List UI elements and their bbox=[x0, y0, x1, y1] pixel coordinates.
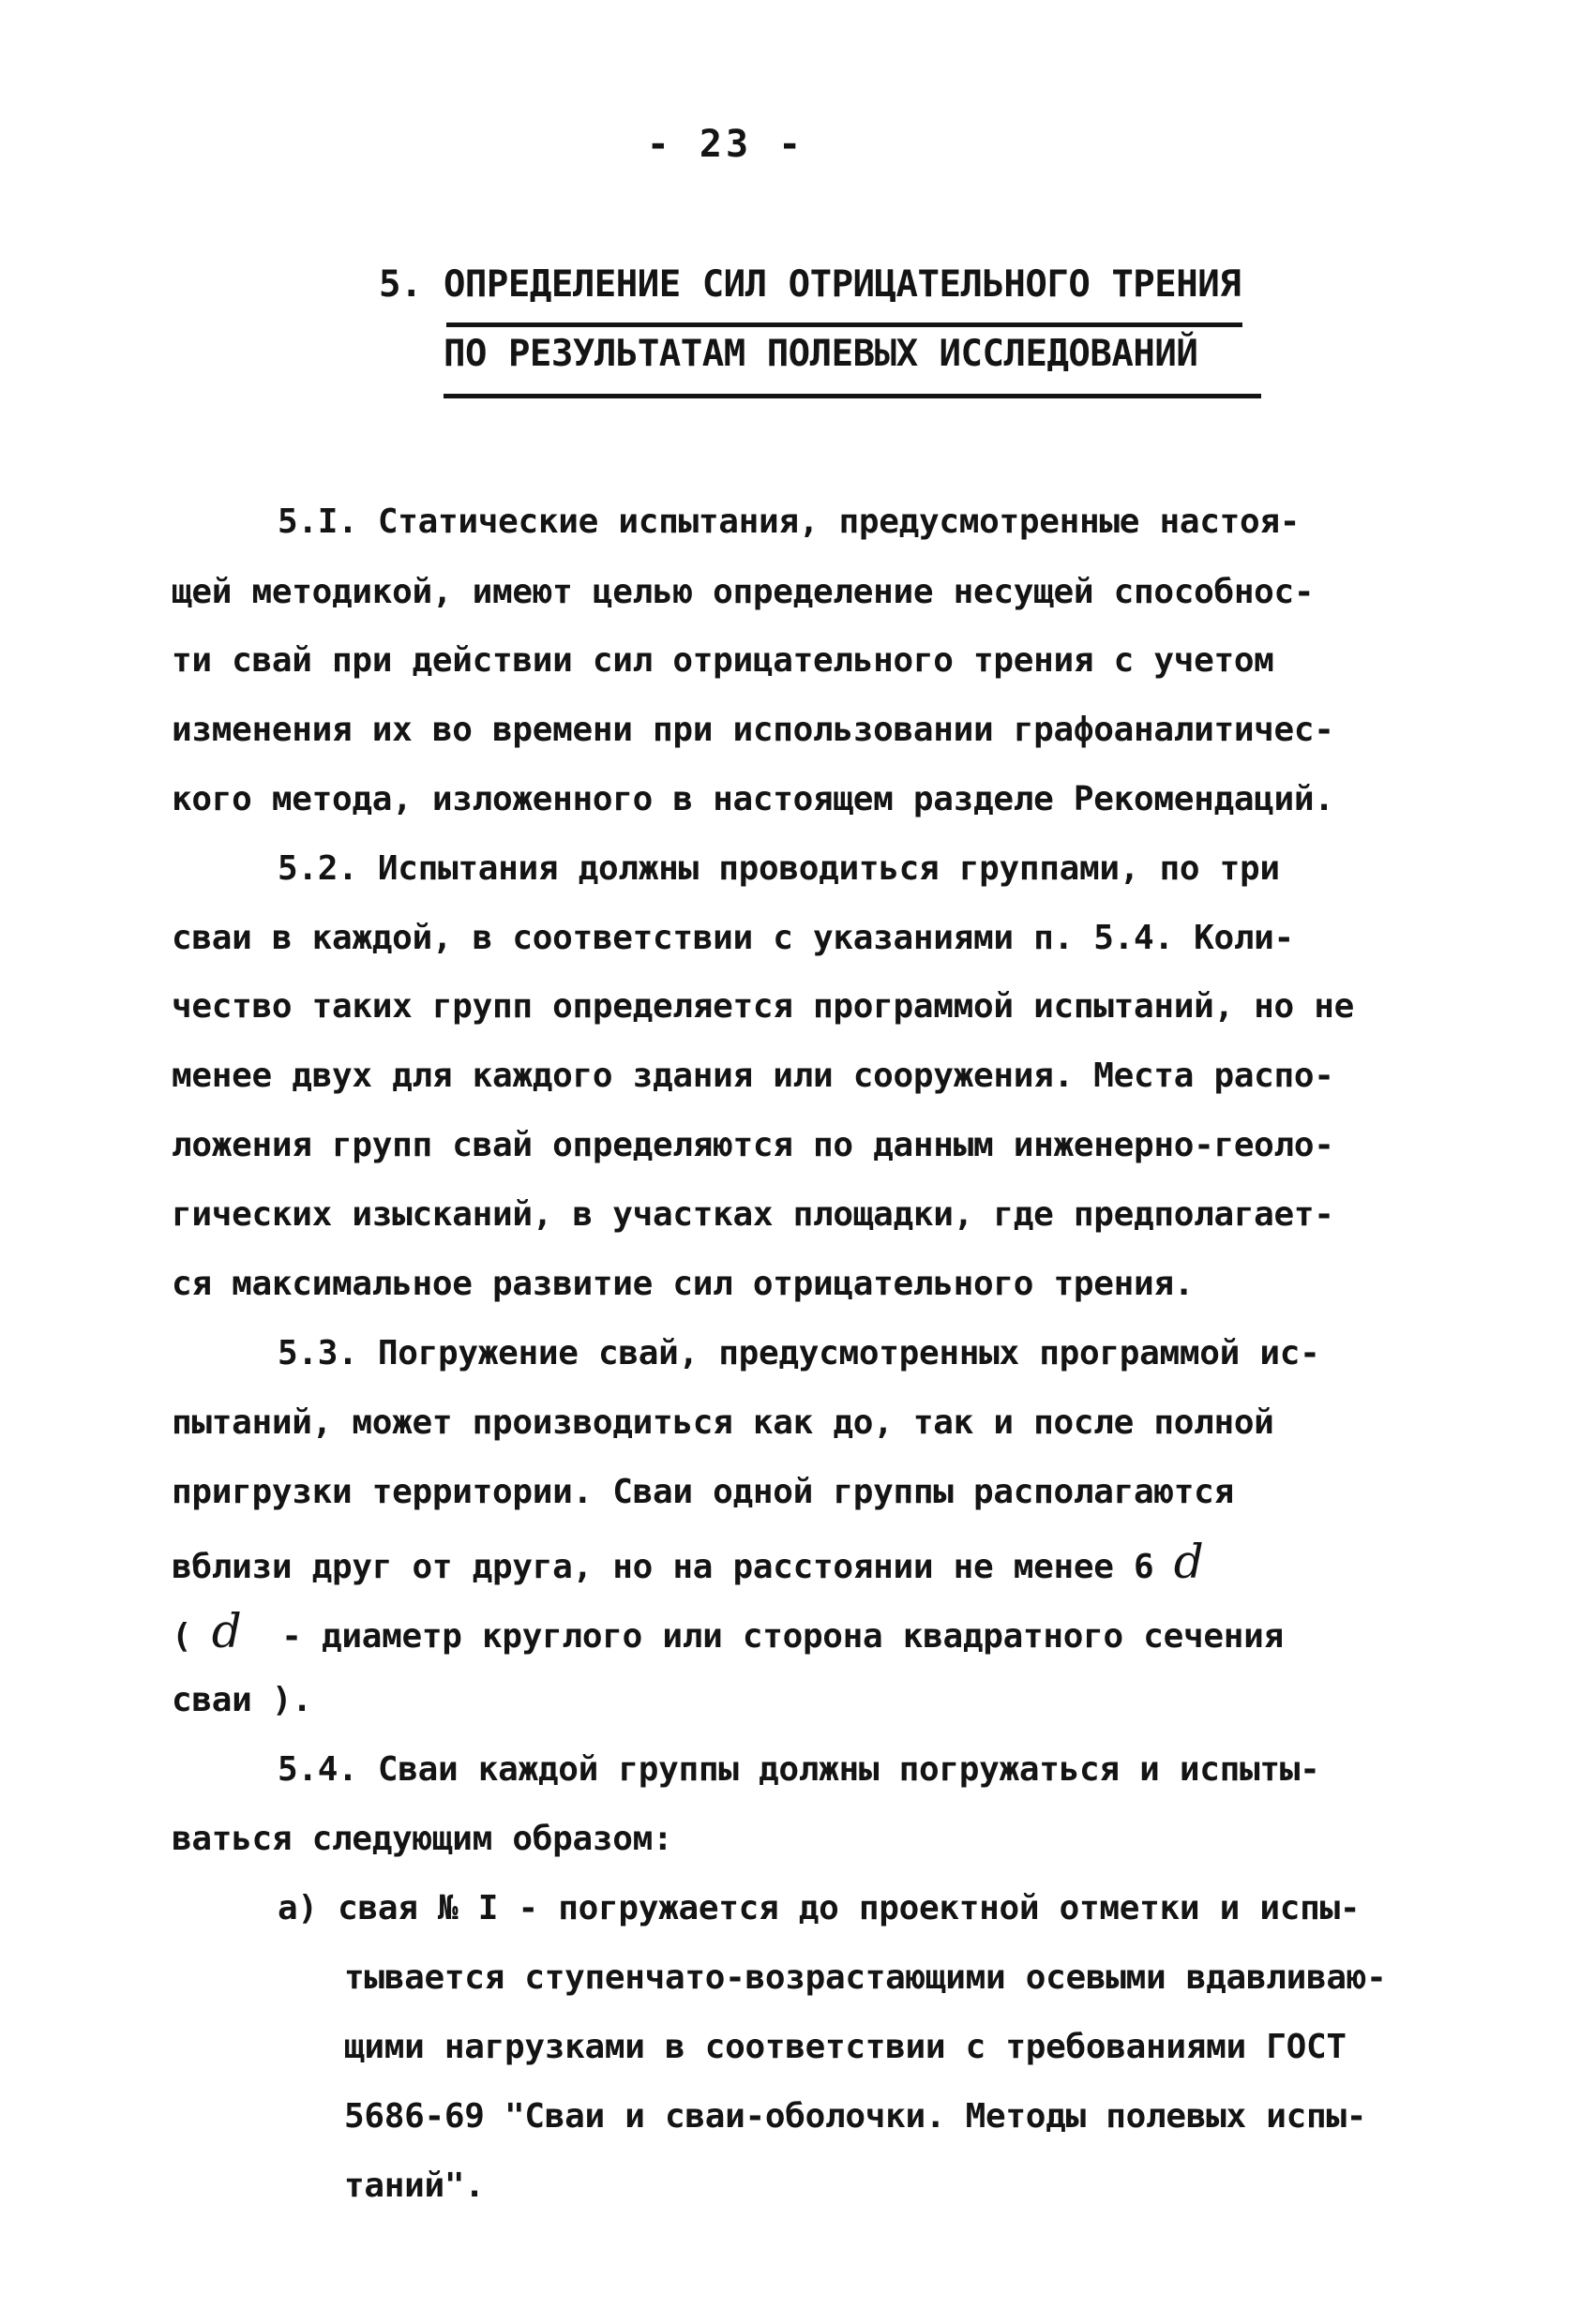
list-item-a-line: а) свая № I - погружается до проектной отметки и испы- bbox=[278, 1889, 1361, 1927]
paragraph-5-2-line: 5.2. Испытания должны проводиться группами, по три bbox=[278, 849, 1280, 888]
paragraph-5-4-line: ваться следующим образом: bbox=[172, 1820, 673, 1858]
paragraph-5-1-line: щей методикой, имеют целью определение несущей способнос- bbox=[172, 573, 1315, 611]
paragraph-5-2-line: ложения групп свай определяются по данным инженерно-геоло- bbox=[172, 1126, 1334, 1164]
paragraph-5-3-line: пытаний, может производиться как до, так и после полной bbox=[172, 1403, 1274, 1442]
paragraph-5-2-line: менее двух для каждого здания или сооружения. Места распо- bbox=[172, 1057, 1334, 1095]
paragraph-5-4-line: 5.4. Сваи каждой группы должны погружаться и испыты- bbox=[278, 1750, 1320, 1789]
paragraph-5-3-line: 5.3. Погружение свай, предусмотренных программой ис- bbox=[278, 1334, 1320, 1372]
paragraph-5-1-line: 5.I. Статические испытания, предусмотренные настоя- bbox=[278, 502, 1301, 541]
open-parenthesis: ( bbox=[172, 1617, 192, 1656]
paragraph-5-1-line: изменения их во времени при использовании графоаналитичес- bbox=[172, 711, 1334, 749]
heading-underline-1 bbox=[446, 322, 1242, 327]
page-number: - 23 - bbox=[646, 123, 805, 166]
paragraph-5-2-line: гических изысканий, в участках площадки, где предполагает- bbox=[172, 1195, 1334, 1234]
heading-underline-2 bbox=[444, 394, 1261, 398]
list-item-a-line: таний". bbox=[344, 2167, 485, 2205]
section-heading-line-1: 5. ОПРЕДЕЛЕНИЕ СИЛ ОТРИЦАТЕЛЬНОГО ТРЕНИЯ bbox=[379, 263, 1241, 306]
list-item-a-line: 5686-69 "Сваи и сваи-оболочки. Методы полевых испы- bbox=[344, 2097, 1367, 2136]
list-item-a-line: щими нагрузками в соответствии с требованиями ГОСТ bbox=[344, 2028, 1347, 2066]
symbol-d: d bbox=[1173, 1535, 1204, 1589]
paragraph-5-3-text: вблизи друг от друга, но на расстоянии не менее 6 bbox=[172, 1548, 1154, 1586]
section-heading-line-2: ПО РЕЗУЛЬТАТАМ ПОЛЕВЫХ ИССЛЕДОВАНИЙ bbox=[444, 333, 1198, 375]
list-item-a-line: тывается ступенчато-возрастающими осевыми вдавливаю- bbox=[344, 1958, 1387, 1997]
paragraph-5-3-line: сваи ). bbox=[172, 1681, 312, 1719]
paragraph-5-1-line: ти свай при действии сил отрицательного трения с учетом bbox=[172, 641, 1274, 680]
paragraph-5-3-line bbox=[172, 1535, 1204, 1589]
paragraph-5-3-line: пригрузки территории. Сваи одной группы располагаются bbox=[172, 1473, 1234, 1511]
paragraph-5-3-text: - диаметр круглого или сторона квадратного сечения bbox=[281, 1617, 1284, 1656]
paragraph-5-2-line: ся максимальное развитие сил отрицательного трения. bbox=[172, 1265, 1195, 1303]
paragraph-5-3-line bbox=[172, 1604, 1284, 1658]
paragraph-5-1-line: кого метода, изложенного в настоящем разделе Рекомендаций. bbox=[172, 780, 1334, 818]
symbol-d: d bbox=[211, 1604, 242, 1658]
paragraph-5-2-line: сваи в каждой, в соответствии с указаниями п. 5.4. Коли- bbox=[172, 919, 1294, 957]
paragraph-5-2-line: чество таких групп определяется программой испытаний, но не bbox=[172, 987, 1355, 1026]
